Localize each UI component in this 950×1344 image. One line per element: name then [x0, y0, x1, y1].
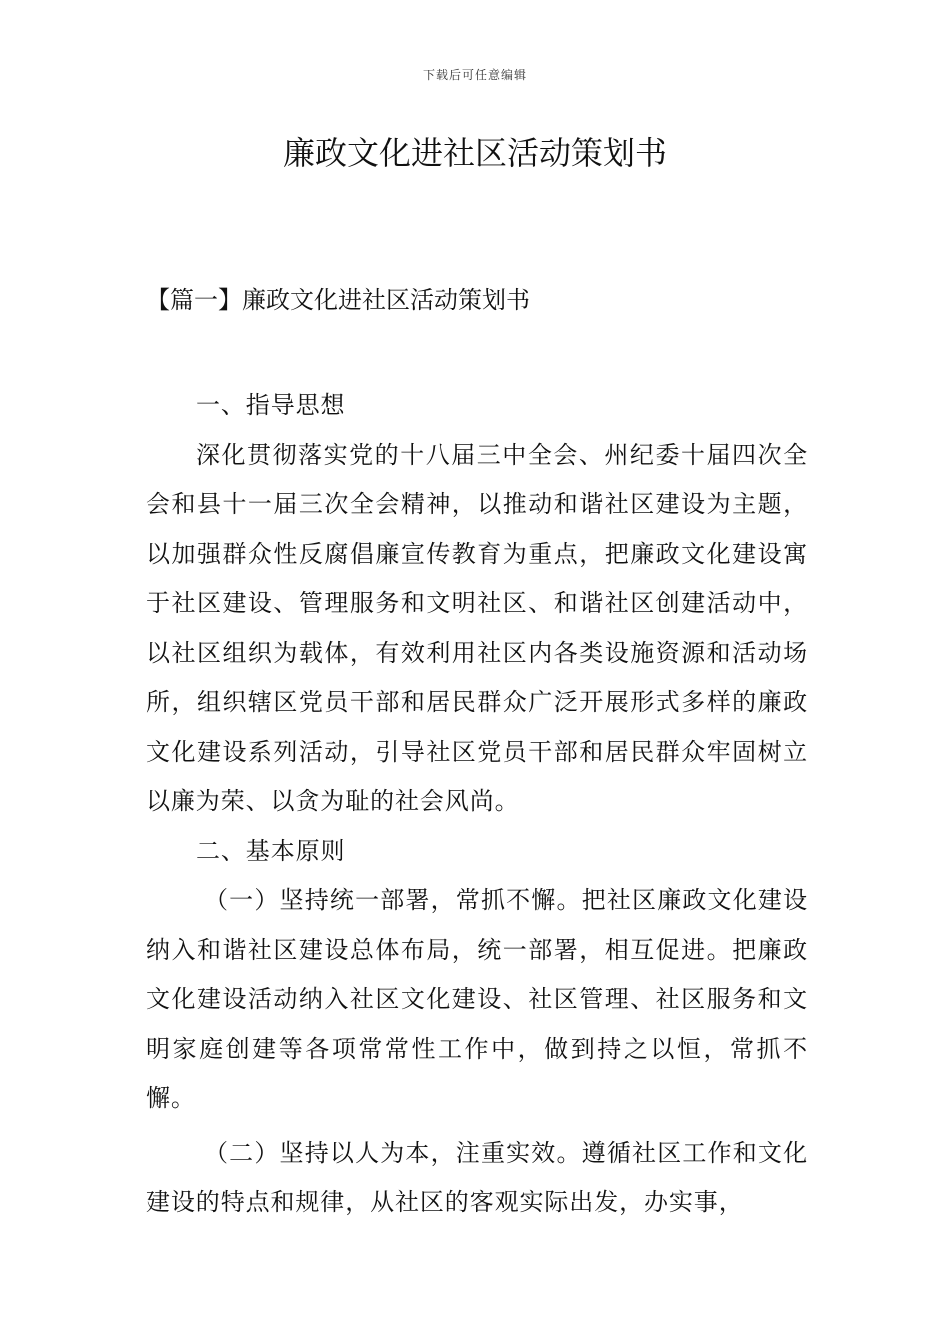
document-title: 廉政文化进社区活动策划书	[282, 134, 667, 172]
paragraph-principle-two: （二）坚持以人为本，注重实效。遵循社区工作和文化建设的特点和规律，从社区的客观实际出发，办实事，	[146, 1138, 808, 1216]
section-title: 【篇一】廉政文化进社区活动策划书	[146, 286, 530, 314]
heading-basic-principles: 二、基本原则	[196, 836, 346, 865]
paragraph-guiding-ideology: 深化贯彻落实党的十八届三中全会、州纪委十届四次全会和县十一届三次全会精神，以推动和谐社区建设为主题，以加强群众性反腐倡廉宣传教育为重点，把廉政文化建设寓于社区建设、管理服务和文明社区、和谐社区创建活动中，以社区组织为载体，有效利用社区内各类设施资源和活动场所，组织辖区党员干部和居民群众广泛开展形式多样的廉政文化建设系列活动，引导社区党员干部和居民群众牢固树立以廉为荣、以贪为耻的社会风尚。	[146, 440, 808, 815]
header-note: 下载后可任意编辑	[422, 68, 527, 82]
heading-guiding-ideology: 一、指导思想	[196, 391, 346, 419]
paragraph-principle-one: （一）坚持统一部署，常抓不懈。把社区廉政文化建设纳入和谐社区建设总体布局，统一部署，相互促进。把廉政文化建设活动纳入社区文化建设、社区管理、社区服务和文明家庭创建等各项常常性工作中，做到持之以恒，常抓不懈。	[146, 886, 808, 1112]
document-body	[146, 381, 808, 1228]
